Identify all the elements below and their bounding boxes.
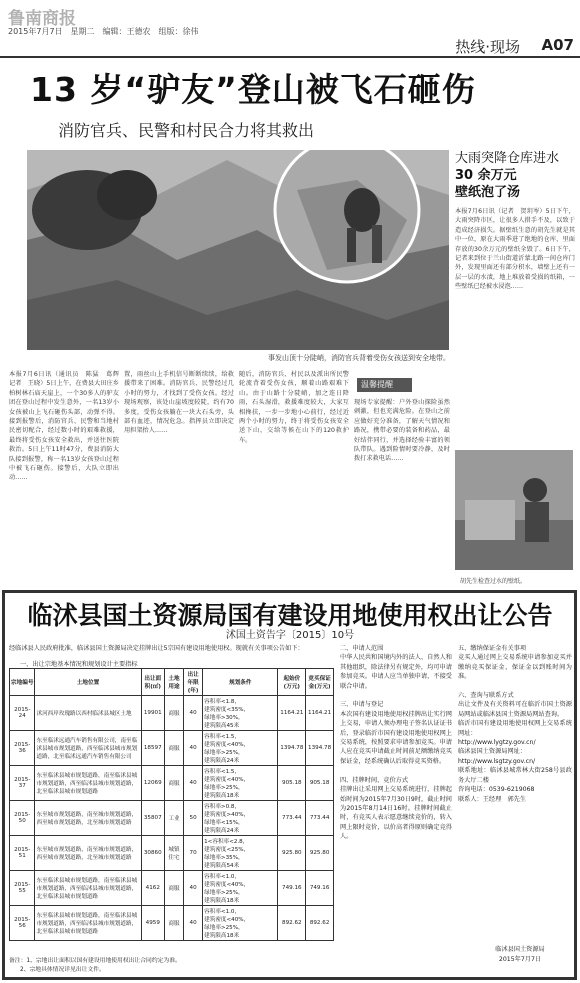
table-row bbox=[10, 731, 334, 766]
section-name: 热线·现场 bbox=[455, 38, 520, 56]
cell-location: 东至临沭县城市规划道路，南至临沭县城市规划道路，西至临沭县城市规划道路，北至临沭县城市规划道路 bbox=[35, 906, 141, 941]
cell-price: 925.80 bbox=[278, 836, 306, 871]
cell-price: 1394.78 bbox=[278, 731, 306, 766]
cell-location: 东至临沭县城市规划道路，南至临沭县城市规划道路，西至临沭县城市规划道路，北至临沭县城市规划道路 bbox=[35, 871, 141, 906]
cell-price: 749.16 bbox=[278, 871, 306, 906]
cell-location: 东至城市规划道路，南至城市规划道路，西至城市规划道路，北至城市规划道路 bbox=[35, 836, 141, 871]
side-story-title-1: 大雨突降仓库进水 bbox=[455, 151, 560, 166]
photo-caption: 事发山顶十分陡峭，消防官兵背着受伤女孩送到安全地带。 bbox=[268, 354, 450, 362]
cell-id: 2015-24 bbox=[10, 696, 35, 731]
article-column-3: 随后，消防官兵、村民以及派出所民警轮流背着受伤女孩，顺着山路艰难下山。由于山路十分陡峭，加之连日降雨，石头湿滑，救援难度较大，大家互相搀扶，一步一步地小心前行，经过近两个小时的努力，终于将受伤女孩安全送下山，交给等候在山下的120救护车。 bbox=[239, 371, 349, 444]
notice-date: 2015年7月7日 bbox=[498, 956, 542, 963]
cell-area: 4959 bbox=[141, 906, 164, 941]
cell-id: 2015-37 bbox=[10, 766, 35, 801]
table-row bbox=[10, 696, 334, 731]
side-story-title-3: 壁纸泡了汤 bbox=[455, 185, 521, 200]
cell-location: 东至城市规划道路，南至城市规划道路，西至城市规划道路，北至城市规划道路 bbox=[35, 801, 141, 836]
page-header bbox=[0, 0, 580, 58]
table-row bbox=[10, 836, 334, 871]
cell-years: 40 bbox=[184, 696, 203, 731]
cell-years: 70 bbox=[184, 836, 203, 871]
cell-area: 4162 bbox=[141, 871, 164, 906]
notice-doc-number: 沭国土资告字〔2015〕10号 bbox=[225, 630, 355, 641]
notice-footnote-2: 2、宗地具体情况详见出让文件。 bbox=[20, 967, 105, 973]
headline: 13 岁“驴友”登山被飞石砸伤 bbox=[30, 70, 476, 109]
col-header-area: 出让面积(㎡) bbox=[141, 669, 164, 696]
cell-price: 773.44 bbox=[278, 801, 306, 836]
side-photo-caption: 胡先生检查过水的壁纸。 bbox=[460, 578, 527, 585]
cell-id: 2015-55 bbox=[10, 871, 35, 906]
cell-years: 50 bbox=[184, 801, 203, 836]
article-column-2: 置，雨丝山上手机信号断断续续，给救援带来了困难。消防官兵、民警经过几小时的努力，才找到了受伤女孩。经过现场观察，该处山崖坡度较陡，约有70多度，受伤女孩躺在一块大石头旁，头部有血迹，情况危急。指挥员立即决定用担架抬人…… bbox=[124, 371, 234, 435]
cell-use: 商服 bbox=[164, 731, 183, 766]
cell-area: 35807 bbox=[141, 801, 164, 836]
col-header-use: 土地用途 bbox=[164, 669, 183, 696]
cell-use: 商服 bbox=[164, 696, 183, 731]
cell-plan: 容积率<1.5， 建筑密度<40%， 绿地率>25%， 建筑限高24米 bbox=[203, 731, 278, 766]
notice-title: 临沭县国土资源局国有建设用地使用权出让公告 bbox=[27, 601, 553, 630]
cell-deposit: 892.62 bbox=[306, 906, 334, 941]
table-row bbox=[10, 871, 334, 906]
cell-location: 东至临沭县城市规划道路，南至临沭县城市规划道路，西至临沭县城市规划道路，北至临沭县城市规划道路 bbox=[35, 766, 141, 801]
table-row bbox=[10, 906, 334, 941]
side-story-title-2: 30 余万元 bbox=[455, 168, 517, 183]
cell-id: 2015-51 bbox=[10, 836, 35, 871]
notice-signature: 临沭县国土资源局 bbox=[495, 946, 545, 953]
cell-id: 2015-56 bbox=[10, 906, 35, 941]
table-row bbox=[10, 801, 334, 836]
rock-cliff-photo bbox=[27, 150, 449, 350]
col-header-location: 土地位置 bbox=[35, 669, 141, 696]
cell-id: 2015-36 bbox=[10, 731, 35, 766]
notice-intro: 经临沭县人民政府批准，临沭县国土资源局决定挂牌出让5宗国有建设用地使用权。现就有关事项公告如下： bbox=[9, 645, 304, 652]
cell-years: 40 bbox=[184, 766, 203, 801]
col-header-price: 起始价(万元) bbox=[278, 669, 306, 696]
notice-middle-column: 二、申请人范围 中华人民共和国境内外的法人、自然人和其他组织，除法律另有规定外，均可申请参加竞买。申请人应当单独申请，不接受联合申请。 三、申请与登记 本次国有建设用地使用权挂牌出让实行网上交易，申请人须办理电子签名认证证书后，登录临沂市国有建设用地使用权网上交易系统，按照要求申请参加竞买。申请人应在竞买申请截止时间前足额缴纳竞买保证金，经系统确认后取得竞买资格。 四、挂牌时间、竞价方式 挂牌出让采用网上交易系统进行，挂牌起始时间为2015年7月30日9时，截止时间为2015年8月14日16时。挂牌时间截止时，有竞买人表示愿意继续竞价的，转入网上限时竞价，以价高者得原则确定竞得人。 bbox=[340, 645, 452, 841]
cell-plan: 容积率<1.8， 建筑密度<35%， 绿地率>30%， 建筑限高45米 bbox=[203, 696, 278, 731]
col-header-id: 宗地编号 bbox=[10, 669, 35, 696]
cell-id: 2015-50 bbox=[10, 801, 35, 836]
cell-deposit: 1164.21 bbox=[306, 696, 334, 731]
cell-years: 40 bbox=[184, 731, 203, 766]
cell-plan: 容积率<1.5， 建筑密度<40%， 绿地率>25%， 建筑限高18米 bbox=[203, 766, 278, 801]
cell-use: 工业 bbox=[164, 801, 183, 836]
header-rule bbox=[0, 56, 580, 58]
cell-location: 沭河西岸玫瑰路以西村临沭县城区土地 bbox=[35, 696, 141, 731]
cell-years: 40 bbox=[184, 906, 203, 941]
cell-deposit: 925.80 bbox=[306, 836, 334, 871]
warning-label: 温馨提醒 bbox=[357, 378, 412, 392]
cell-area: 12069 bbox=[141, 766, 164, 801]
cell-years: 40 bbox=[184, 871, 203, 906]
article-column-1: 本报7月6日讯（通讯员 陈猛 葛辉 记者 王晓）5日上午，在费县大田庄乡柏树林石庙天崖上，一个30多人的驴友团在登山过程中发生意外，一名13岁小女孩被山上飞石砸伤头部，动弹不得。接到报警后，消防官兵、民警和当地村民密切配合，经过数小时的艰难救援，最终将受伤女孩安全救出，并送往医院救治。5日上午11时47分，费县消防大队接到报警，称一名13岁女孩登山过程中被飞石砸伤。接警后，大队立即出动…… bbox=[9, 371, 126, 482]
cell-price: 892.62 bbox=[278, 906, 306, 941]
cell-price: 1164.21 bbox=[278, 696, 306, 731]
col-header-deposit: 竞买保证金(万元) bbox=[306, 669, 334, 696]
notice-footnote-1: 备注：1、宗地出让面积以国有建设用地使用权出让合同约定为准。 bbox=[9, 958, 181, 964]
masthead-logo: 鲁南商报 bbox=[8, 9, 76, 29]
cell-deposit: 773.44 bbox=[306, 801, 334, 836]
side-story bbox=[455, 150, 575, 292]
cell-price: 905.18 bbox=[278, 766, 306, 801]
notice-right-column: 五、缴纳保证金有关事项 竞买人通过网上交易系统申请参加竞买并缴纳竞买保证金，保证金以到账时间为准。 六、查询与联系方式 出让文件及有关资料可在临沂市国土资源局网站或临沭县国土资源局网站查询。 临沂市国有建设用地使用权网上交易系统网址： http://www.lygtzy.gov.cn/ 临沭县国土资源局网址： http://www.lsgtzy.gov.cn/ 联系地址：临沭县城常林大街258号县政务大厅二楼 咨询电话：0539-6219068 联系人：王经理 郭先生 bbox=[458, 645, 572, 803]
cell-plan: 1<容积率<2.8， 建筑密度<25%， 绿地率>35%， 建筑限高54米 bbox=[203, 836, 278, 871]
table-row bbox=[10, 766, 334, 801]
cell-plan: 容积率>0.8， 建筑密度>40%， 绿地率<15%， 建筑限高24米 bbox=[203, 801, 278, 836]
cell-use: 商服 bbox=[164, 871, 183, 906]
cell-use: 商服 bbox=[164, 766, 183, 801]
cell-use: 商服 bbox=[164, 906, 183, 941]
cell-plan: 容积率<1.0， 建筑密度<40%， 绿地率>25%， 建筑限高18米 bbox=[203, 871, 278, 906]
notice-section-1-heading: 一、出让宗地基本情况和规划设计主要指标 bbox=[20, 661, 138, 668]
cell-use: 城镇住宅 bbox=[164, 836, 183, 871]
issue-meta: 2015年7月7日 星期二 编辑：王德农 组版：徐伟 bbox=[8, 27, 199, 36]
col-header-plan: 规划条件 bbox=[203, 669, 278, 696]
side-story-photo bbox=[455, 450, 573, 570]
land-parcel-table bbox=[9, 668, 334, 941]
cell-deposit: 905.18 bbox=[306, 766, 334, 801]
side-story-body: 本报7月6日讯（记者 贺玥岑）5日下午，大雨突降市区，让很多人措手不及，以致于造成经济损失。据壁纸生意的胡先生就是其中一位，原在大雨季进了绝地的仓库，里面存放的30余万元的壁纸全毁了。6日下午，记者来到位于兰山街道沂蒙北路一间仓库门外，发现里面还有部分积水，墙壁上还有一层一层的水渍，地上堆放着受损的纸箱，一些壁纸已经被水浸泡…… bbox=[455, 208, 575, 291]
cell-deposit: 1394.78 bbox=[306, 731, 334, 766]
cell-area: 19901 bbox=[141, 696, 164, 731]
cell-area: 18597 bbox=[141, 731, 164, 766]
cell-area: 30860 bbox=[141, 836, 164, 871]
cell-plan: 容积率<1.0， 建筑密度<40%， 绿地率>25%， 建筑限高18米 bbox=[203, 906, 278, 941]
cell-location: 东至临沭远通汽车销售有限公司，南至临沭县城市规划道路，西至临沭县城市规划道路，北至临沭远通汽车销售有限公司 bbox=[35, 731, 141, 766]
wallpaper-photo bbox=[455, 450, 573, 570]
main-photo bbox=[27, 150, 449, 350]
page-number: A07 bbox=[541, 36, 574, 54]
col-header-years: 出让年限(年) bbox=[184, 669, 203, 696]
subheadline: 消防官兵、民警和村民合力将其救出 bbox=[58, 121, 315, 140]
cell-deposit: 749.16 bbox=[306, 871, 334, 906]
article-column-4: 现场专家提醒：户外登山探险虽然刺激，但也充满危险。在登山之前应做好充分准备，了解天气情况和路况，携带必要的装备和药品，最好结伴同行，并选择经验丰富的领队带队。遇到险情时要冷静，及时拨打求救电话…… bbox=[354, 399, 450, 463]
